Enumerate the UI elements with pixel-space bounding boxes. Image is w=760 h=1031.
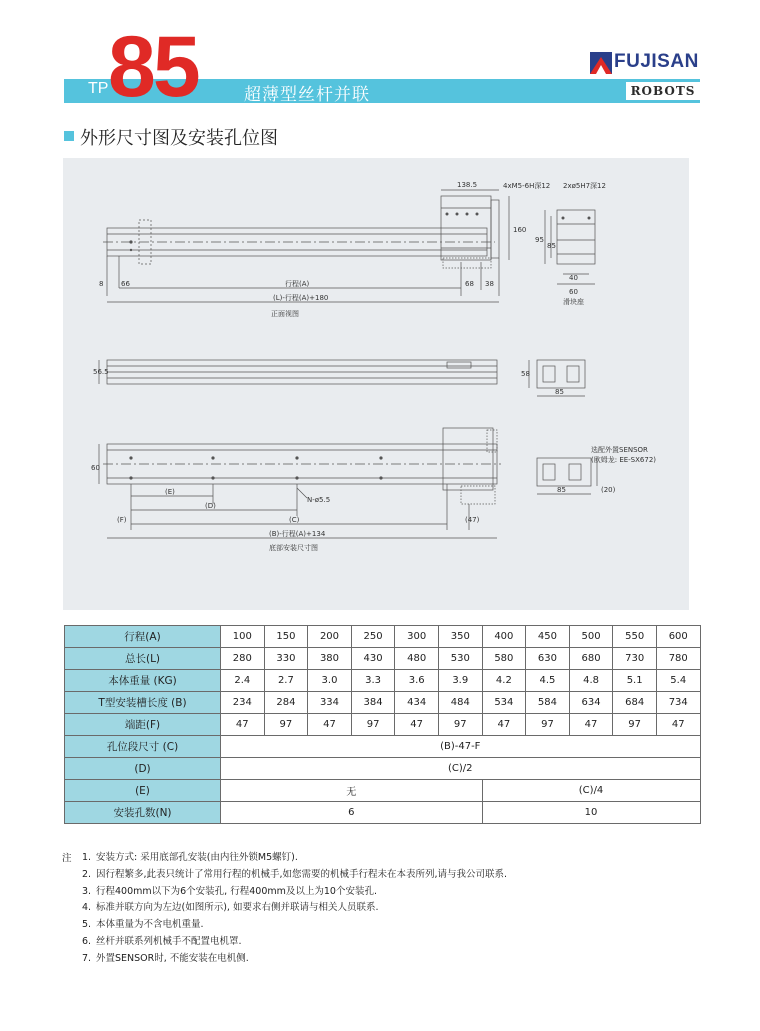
table-cell: 4.8 — [569, 670, 613, 692]
row-label: 本体重量 (KG) — [65, 670, 221, 692]
dim-side-40: 40 — [569, 274, 578, 282]
table-cell: 无 — [221, 780, 483, 802]
table-row — [65, 626, 701, 648]
table-cell: 484 — [438, 692, 482, 714]
row-label: (E) — [65, 780, 221, 802]
dim-holes-m5: 4xM5-6H深12 — [503, 182, 551, 190]
model-number: 85 — [108, 19, 198, 115]
dim-sensor-20: (20) — [601, 486, 616, 494]
dim-end-58: 58 — [521, 370, 530, 378]
table-cell: 584 — [526, 692, 570, 714]
list-item — [82, 917, 507, 934]
dim-side-85: 85 — [547, 242, 556, 250]
table-cell: 334 — [308, 692, 352, 714]
table-cell: 10 — [482, 802, 700, 824]
table-cell: 384 — [351, 692, 395, 714]
table-cell: 97 — [526, 714, 570, 736]
table-cell: 630 — [526, 648, 570, 670]
dim-end-47: (47) — [465, 516, 480, 524]
table-cell: (C)/2 — [221, 758, 701, 780]
note-number: 3. — [82, 885, 92, 897]
list-item — [82, 951, 507, 968]
table-cell: 47 — [221, 714, 265, 736]
brand-name: FUJISAN — [614, 51, 699, 72]
row-label: T型安装槽长度 (B) — [65, 692, 221, 714]
table-row — [65, 780, 701, 802]
notes-list — [82, 850, 507, 968]
table-row — [65, 670, 701, 692]
table-cell: 97 — [351, 714, 395, 736]
list-item — [82, 900, 507, 917]
dim-bottom-85: 85 — [557, 486, 566, 494]
dim-38: 38 — [485, 280, 494, 288]
list-item — [82, 884, 507, 901]
table-cell: 3.3 — [351, 670, 395, 692]
table-cell: 97 — [438, 714, 482, 736]
note-text: 标准并联方向为左边(如图所示), 如要求右侧并联请与相关人员联系. — [96, 902, 379, 914]
table-cell: 684 — [613, 692, 657, 714]
brand-robots-box — [626, 82, 700, 100]
dim-stroke: 行程(A) — [285, 280, 310, 288]
dim-C: (C) — [289, 516, 300, 524]
list-item — [82, 850, 507, 867]
table-cell: 780 — [656, 648, 700, 670]
table-cell: 280 — [221, 648, 265, 670]
sensor-note-2: (欧姆龙: EE-SX672) — [591, 456, 657, 464]
table-cell: 3.6 — [395, 670, 439, 692]
dim-width-56-5: 56.5 — [93, 368, 109, 376]
table-cell: 400 — [482, 626, 526, 648]
dim-end-85: 85 — [555, 388, 564, 396]
front-view-caption: 正面视图 — [271, 310, 299, 318]
row-label: 安装孔数(N) — [65, 802, 221, 824]
table-cell: 2.4 — [221, 670, 265, 692]
side-caption: 滑块座 — [563, 298, 584, 306]
note-number: 5. — [82, 919, 92, 931]
brand-robots: ROBOTS — [630, 84, 696, 98]
table-cell: 100 — [221, 626, 265, 648]
table-cell: 300 — [395, 626, 439, 648]
table-cell: 47 — [569, 714, 613, 736]
table-cell: 530 — [438, 648, 482, 670]
bottom-view-caption: 底部安装尺寸图 — [269, 544, 318, 552]
sensor-note-1: 选配外置SENSOR — [591, 446, 648, 454]
fujisan-logo-icon — [590, 52, 612, 74]
table-cell: 200 — [308, 626, 352, 648]
note-number: 2. — [82, 868, 92, 880]
table-cell: 3.0 — [308, 670, 352, 692]
section-title: 外形尺寸图及安装孔位图 — [80, 128, 278, 149]
product-subtitle: 超薄型丝杆并联 — [244, 85, 370, 105]
table-cell: 350 — [438, 626, 482, 648]
drawing-panel — [63, 158, 689, 610]
table-cell: 434 — [395, 692, 439, 714]
table-cell: 5.4 — [656, 670, 700, 692]
table-cell: (C)/4 — [482, 780, 700, 802]
table-cell: 47 — [395, 714, 439, 736]
dim-E: (E) — [165, 488, 175, 496]
bottom-end-view — [537, 458, 591, 486]
row-label: 孔位段尺寸 (C) — [65, 736, 221, 758]
table-row — [65, 714, 701, 736]
note-number: 6. — [82, 935, 92, 947]
table-cell: 600 — [656, 626, 700, 648]
dim-F: (F) — [117, 516, 127, 524]
note-number: 1. — [82, 852, 92, 863]
section-bullet — [64, 131, 74, 141]
dim-D: (D) — [205, 502, 216, 510]
row-label: 总长(L) — [65, 648, 221, 670]
note-text: 安装方式: 采用底部孔安装(由内往外锁M5螺钉). — [96, 852, 298, 863]
table-cell: 734 — [656, 692, 700, 714]
note-text: 丝杆并联系列机械手不配置电机罩. — [96, 935, 242, 947]
table-cell: 4.2 — [482, 670, 526, 692]
note-text: 行程400mm以下为6个安装孔, 行程400mm及以上为10个安装孔. — [96, 885, 377, 897]
note-text: 外置SENSOR时, 不能安装在电机侧. — [96, 952, 249, 964]
series-label: TP — [88, 80, 109, 97]
table-cell: 450 — [526, 626, 570, 648]
table-row — [65, 802, 701, 824]
row-label: 端距(F) — [65, 714, 221, 736]
table-cell: 680 — [569, 648, 613, 670]
dim-66: 66 — [121, 280, 130, 288]
table-cell: 634 — [569, 692, 613, 714]
table-cell: 47 — [656, 714, 700, 736]
table-row — [65, 648, 701, 670]
table-cell: 97 — [264, 714, 308, 736]
dim-side-95: 95 — [535, 236, 544, 244]
table-row — [65, 758, 701, 780]
spec-table — [64, 625, 701, 824]
list-item — [82, 934, 507, 951]
row-label: (D) — [65, 758, 221, 780]
table-cell: 730 — [613, 648, 657, 670]
dim-bottom-total: (B)-行程(A)+134 — [269, 530, 326, 538]
dim-total-length: (L)-行程(A)+180 — [273, 294, 329, 302]
table-cell: 380 — [308, 648, 352, 670]
table-cell: 284 — [264, 692, 308, 714]
table-cell: 47 — [482, 714, 526, 736]
table-cell: 234 — [221, 692, 265, 714]
technical-drawing — [63, 158, 689, 610]
table-cell: 480 — [395, 648, 439, 670]
dim-68: 68 — [465, 280, 474, 288]
table-cell: 580 — [482, 648, 526, 670]
table-cell: 97 — [613, 714, 657, 736]
row-label: 行程(A) — [65, 626, 221, 648]
list-item — [82, 867, 507, 884]
dim-hole-label: N-ø5.5 — [307, 496, 331, 504]
table-row — [65, 736, 701, 758]
table-cell: (B)-47-F — [221, 736, 701, 758]
dim-8: 8 — [99, 280, 104, 288]
top-end-view — [537, 360, 585, 388]
table-cell: 5.1 — [613, 670, 657, 692]
dim-height-160: 160 — [513, 226, 527, 234]
table-cell: 150 — [264, 626, 308, 648]
notes-heading: 注 — [62, 853, 72, 864]
table-cell: 47 — [308, 714, 352, 736]
dim-138-5: 138.5 — [457, 181, 478, 189]
table-cell: 4.5 — [526, 670, 570, 692]
table-cell: 430 — [351, 648, 395, 670]
table-cell: 250 — [351, 626, 395, 648]
table-row — [65, 692, 701, 714]
dim-pins: 2xø5H7深12 — [563, 182, 606, 190]
table-cell: 6 — [221, 802, 483, 824]
table-cell: 534 — [482, 692, 526, 714]
note-text: 本体重量为不含电机重量. — [96, 919, 204, 931]
table-cell: 500 — [569, 626, 613, 648]
note-text: 因行程繁多,此表只统计了常用行程的机械手,如您需要的机械手行程未在本表所列,请与我公司联系. — [96, 868, 508, 880]
table-cell: 550 — [613, 626, 657, 648]
dim-height-60: 60 — [91, 464, 100, 472]
table-cell: 330 — [264, 648, 308, 670]
note-number: 7. — [82, 952, 92, 964]
table-cell: 3.9 — [438, 670, 482, 692]
table-cell: 2.7 — [264, 670, 308, 692]
note-number: 4. — [82, 902, 92, 914]
dim-side-60: 60 — [569, 288, 578, 296]
